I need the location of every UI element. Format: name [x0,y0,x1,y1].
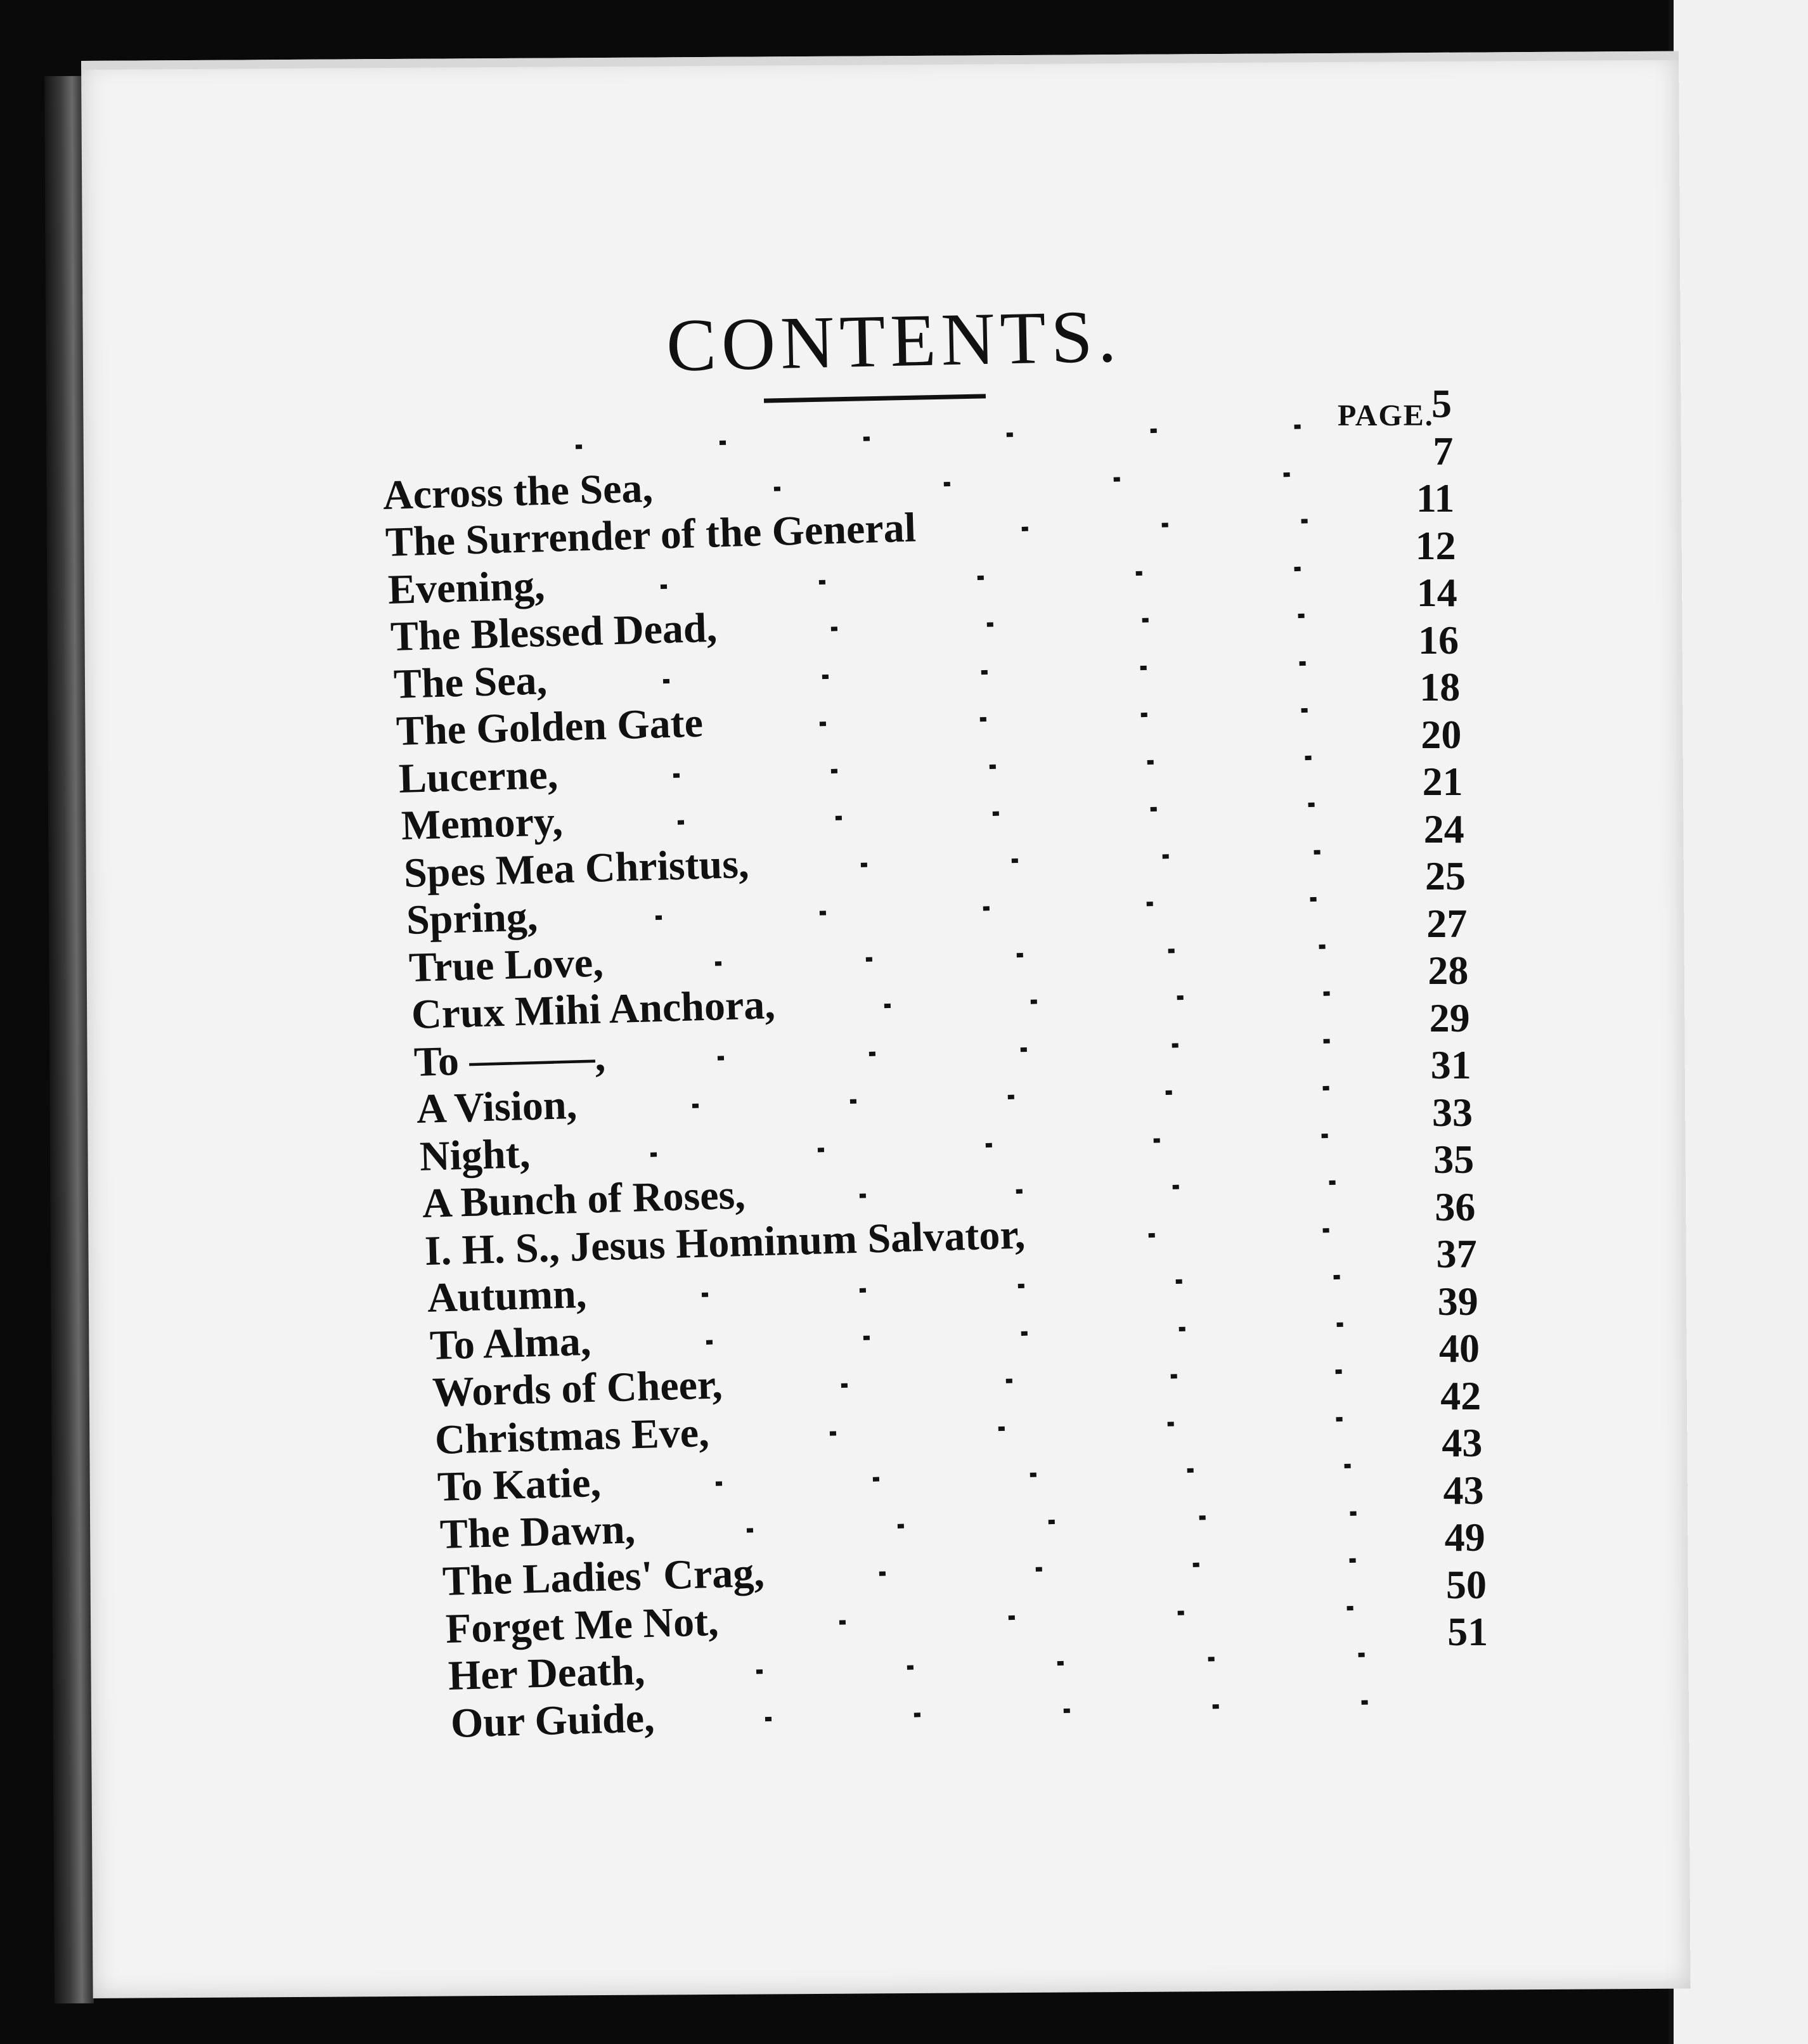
dot-leader [597,753,1388,780]
leader-dot [898,1523,904,1528]
entry-page-number: 16 [1418,617,1459,663]
leader-dot [1178,1326,1185,1331]
leader-dot [1140,665,1146,669]
entry-title: Across the Sea, [382,464,654,519]
entry-title: To Katie, [437,1459,602,1510]
dot-leader [757,611,1380,633]
leader-dot [1150,807,1156,812]
leader-dot [1350,1558,1356,1563]
leader-dot [1334,1275,1340,1279]
leader-dot [866,957,872,961]
dot-leader [602,800,1390,827]
leader-dot [1324,1038,1330,1043]
entry-page-number: 36 [1435,1184,1476,1229]
leader-dot [831,768,837,773]
leader-dot [1173,1185,1179,1189]
leader-dot [716,1481,722,1485]
leader-dot [1361,1700,1367,1704]
leader-dot [1308,803,1314,807]
leader-dot [860,862,867,867]
dot-leader [675,1509,1429,1535]
leader-dot [1177,995,1184,1000]
leader-dot [661,584,667,588]
dot-leader [815,989,1400,1011]
leader-dot [1284,472,1290,477]
dot-leader [694,1698,1439,1724]
entry-page-number: 11 [1416,475,1455,521]
leader-dot [1323,1228,1329,1232]
entry-page-number: 49 [1444,1515,1485,1560]
leader-dot [678,820,684,825]
entry-title: I. H. S., Jesus Hominum Salvator, [423,1211,1026,1274]
leader-dot [860,1288,866,1293]
dot-leader [1064,1226,1414,1240]
leader-dot [831,626,837,631]
leader-dot [1193,1563,1199,1567]
leader-dot [1358,1653,1364,1657]
entry-page-number: 18 [1419,664,1461,709]
leader-dot [869,1051,875,1056]
leader-dot [756,1669,763,1674]
leader-dot [1329,1180,1336,1185]
leader-dot [747,1528,753,1532]
leader-dot [1161,523,1168,527]
entry-page-number: 37 [1436,1231,1477,1276]
leader-dot [1063,1708,1069,1712]
dot-leader [617,1083,1406,1111]
leader-dot [1208,1657,1214,1661]
dot-leader [640,1461,1426,1489]
entry-page-number: 43 [1443,1467,1484,1513]
leader-dot [1136,571,1142,575]
leader-dot [914,1712,920,1717]
entry-page-number: 24 [1423,806,1464,851]
leader-dot [819,579,825,584]
entry-title: Lucerne, [397,751,559,802]
leader-dot [1049,1519,1055,1523]
dot-leader [507,422,1369,451]
leader-dot [1006,1378,1012,1383]
leader-dot [985,1142,991,1147]
leader-dot [978,575,984,579]
entry-page-number: 12 [1415,522,1456,568]
leader-dot [983,906,989,910]
leader-dot [1012,858,1018,862]
entry-title: Spes Mea Christus, [403,840,750,896]
leader-dot [1335,1369,1341,1374]
leader-dot [1017,952,1023,957]
leader-dot [1301,708,1307,713]
dot-leader [626,1272,1416,1300]
entry-page-number: 5 [1431,381,1452,426]
dot-leader [742,706,1385,728]
leader-dot [818,1148,824,1152]
entry-title: Autumn, [426,1270,587,1321]
entry-page-number: 40 [1439,1326,1480,1371]
leader-dot [841,1383,848,1388]
leader-dot [774,486,780,491]
dot-leader [684,1650,1437,1676]
entry-page-number: 27 [1426,900,1468,946]
leader-dot [1212,1704,1218,1709]
entry-page-number: 50 [1446,1562,1487,1607]
leader-dot [1163,854,1169,858]
leader-dot [1310,897,1316,902]
leader-dot [1319,944,1325,948]
leader-dot [1007,432,1013,437]
entry-page-number: 20 [1421,711,1462,757]
leader-dot [1172,1043,1178,1047]
leader-dot [1146,902,1153,906]
dot-leader [586,659,1383,686]
leader-dot [863,436,869,441]
entry-title: To Alma, [429,1317,592,1369]
entry-title: A Vision, [416,1081,578,1132]
leader-dot [1345,1464,1351,1468]
leader-dot [1171,1374,1177,1378]
leader-dot [1298,614,1305,618]
leader-dot [655,915,662,920]
dot-leader [762,1367,1421,1390]
leader-dot [662,678,669,683]
leader-dot [1016,1189,1023,1194]
leader-dot [981,669,987,674]
leader-dot [765,1716,772,1721]
page-column-label: PAGE. [1338,399,1434,432]
leader-dot [1036,1567,1042,1572]
dot-leader [758,1603,1434,1627]
leader-dot [706,1340,713,1344]
leader-dot [1030,1473,1036,1477]
leader-dot [1294,424,1300,429]
leader-dot [720,441,726,445]
leader-dot [1336,1417,1342,1421]
entry-title: Crux Mihi Anchora, [411,981,776,1038]
entry-title: Words of Cheer, [431,1361,723,1416]
entry-title: Forget Me Not, [444,1598,719,1652]
leader-dot [863,1335,870,1340]
dot-leader [784,1178,1411,1201]
leader-dot [673,773,679,777]
leader-dot [1021,1331,1028,1335]
leader-dot [1301,519,1308,523]
entry-page-number: 14 [1416,570,1457,615]
entry-page-number: 39 [1437,1278,1478,1324]
leader-dot [860,1193,866,1198]
leader-dot [980,717,986,721]
dot-leader [788,848,1392,870]
leader-dot [1017,1284,1024,1288]
leader-dot [1140,713,1147,717]
leader-dot [850,1099,856,1104]
entry-title: A Bunch of Roses, [421,1171,746,1227]
leader-dot [907,1666,913,1670]
leader-dot [987,622,993,626]
entry-title: Spring, [405,893,539,943]
leader-dot [1187,1468,1194,1473]
entry-title: To ———, [413,1033,607,1085]
leader-dot [1151,429,1157,433]
leader-dot [1324,992,1330,996]
leader-dot [873,1477,879,1482]
leader-dot [1168,948,1174,953]
dot-leader [643,942,1398,968]
entry-title: The Sea, [392,656,548,708]
entry-title: The Golden Gate [395,699,704,754]
leader-dot [884,1004,891,1008]
leader-dot [1153,1138,1159,1142]
leader-dot [830,1431,836,1435]
entry-page-number: 43 [1442,1420,1483,1465]
entry-page-number: 7 [1433,428,1454,474]
leader-dot [1031,999,1037,1004]
leader-dot [1305,755,1311,760]
leader-dot [1314,850,1320,854]
leader-dot [692,1104,699,1108]
leader-dot [822,674,828,678]
entry-page-number: 29 [1429,995,1470,1040]
entry-page-number: 35 [1433,1137,1475,1182]
leader-dot [1323,1086,1329,1090]
leader-dot [1008,1615,1014,1619]
dot-leader [584,564,1377,592]
leader-dot [1057,1661,1063,1666]
leader-dot [1022,527,1028,531]
leader-dot [1147,760,1153,764]
entry-page-number: 25 [1425,853,1466,898]
entry-page-number: 42 [1440,1373,1482,1418]
dot-leader [692,470,1372,494]
entry-page-number: 31 [1430,1042,1471,1087]
leader-dot [1350,1511,1357,1515]
leader-dot [993,812,999,816]
leader-dot [1167,1421,1173,1426]
leader-dot [1021,1047,1027,1051]
entry-title: The Blessed Dead, [390,604,718,660]
leader-dot [718,1056,724,1060]
entry-title: Our Guide, [449,1694,655,1747]
leader-dot [1114,477,1120,481]
entry-page-number: 21 [1422,759,1463,804]
leader-dot [702,1293,708,1297]
dot-leader [645,1037,1403,1063]
entry-title: The Surrender of the General [385,504,917,566]
leader-dot [998,1426,1005,1430]
dot-leader [569,1131,1408,1160]
entry-page-number: 28 [1428,948,1469,993]
entry-title: The Ladies' Crag, [442,1549,766,1605]
leader-dot [1142,618,1149,623]
leader-dot [1199,1515,1206,1520]
entry-title: Memory, [400,798,564,849]
leader-dot [576,444,582,449]
entry-title: The Dawn, [439,1505,636,1558]
contents-heading: CONTENTS. [665,294,1123,387]
leader-dot [879,1571,886,1575]
entry-title: Night, [418,1130,531,1180]
entry-title: Christmas Eve, [434,1409,710,1463]
leader-dot [715,961,721,966]
leader-dot [1295,566,1301,571]
leader-dot [650,1152,656,1156]
leader-dot [1299,661,1305,665]
entry-title: Her Death, [447,1647,645,1699]
leader-dot [1166,1090,1172,1095]
leader-dot [1321,1133,1327,1137]
leader-dot [1346,1606,1353,1610]
leader-dot [1008,1095,1014,1099]
dot-leader [749,1414,1424,1439]
leader-dot [1148,1232,1154,1237]
entry-page-number: 51 [1447,1609,1488,1654]
dot-leader [577,895,1395,922]
leader-dot [1177,1610,1184,1615]
leader-dot [839,1620,845,1624]
dot-leader [955,517,1374,533]
leader-dot [989,764,995,768]
entry-title: True Love, [408,938,604,991]
dot-leader [804,1556,1431,1579]
entry-page-number: 33 [1432,1089,1473,1135]
leader-dot [944,482,950,486]
dot-leader [630,1320,1418,1347]
leader-dot [835,816,841,820]
leader-dot [1175,1279,1182,1284]
leader-dot [819,911,825,915]
leader-dot [1336,1322,1343,1326]
leader-dot [819,721,825,726]
entry-title: Evening, [387,562,546,613]
